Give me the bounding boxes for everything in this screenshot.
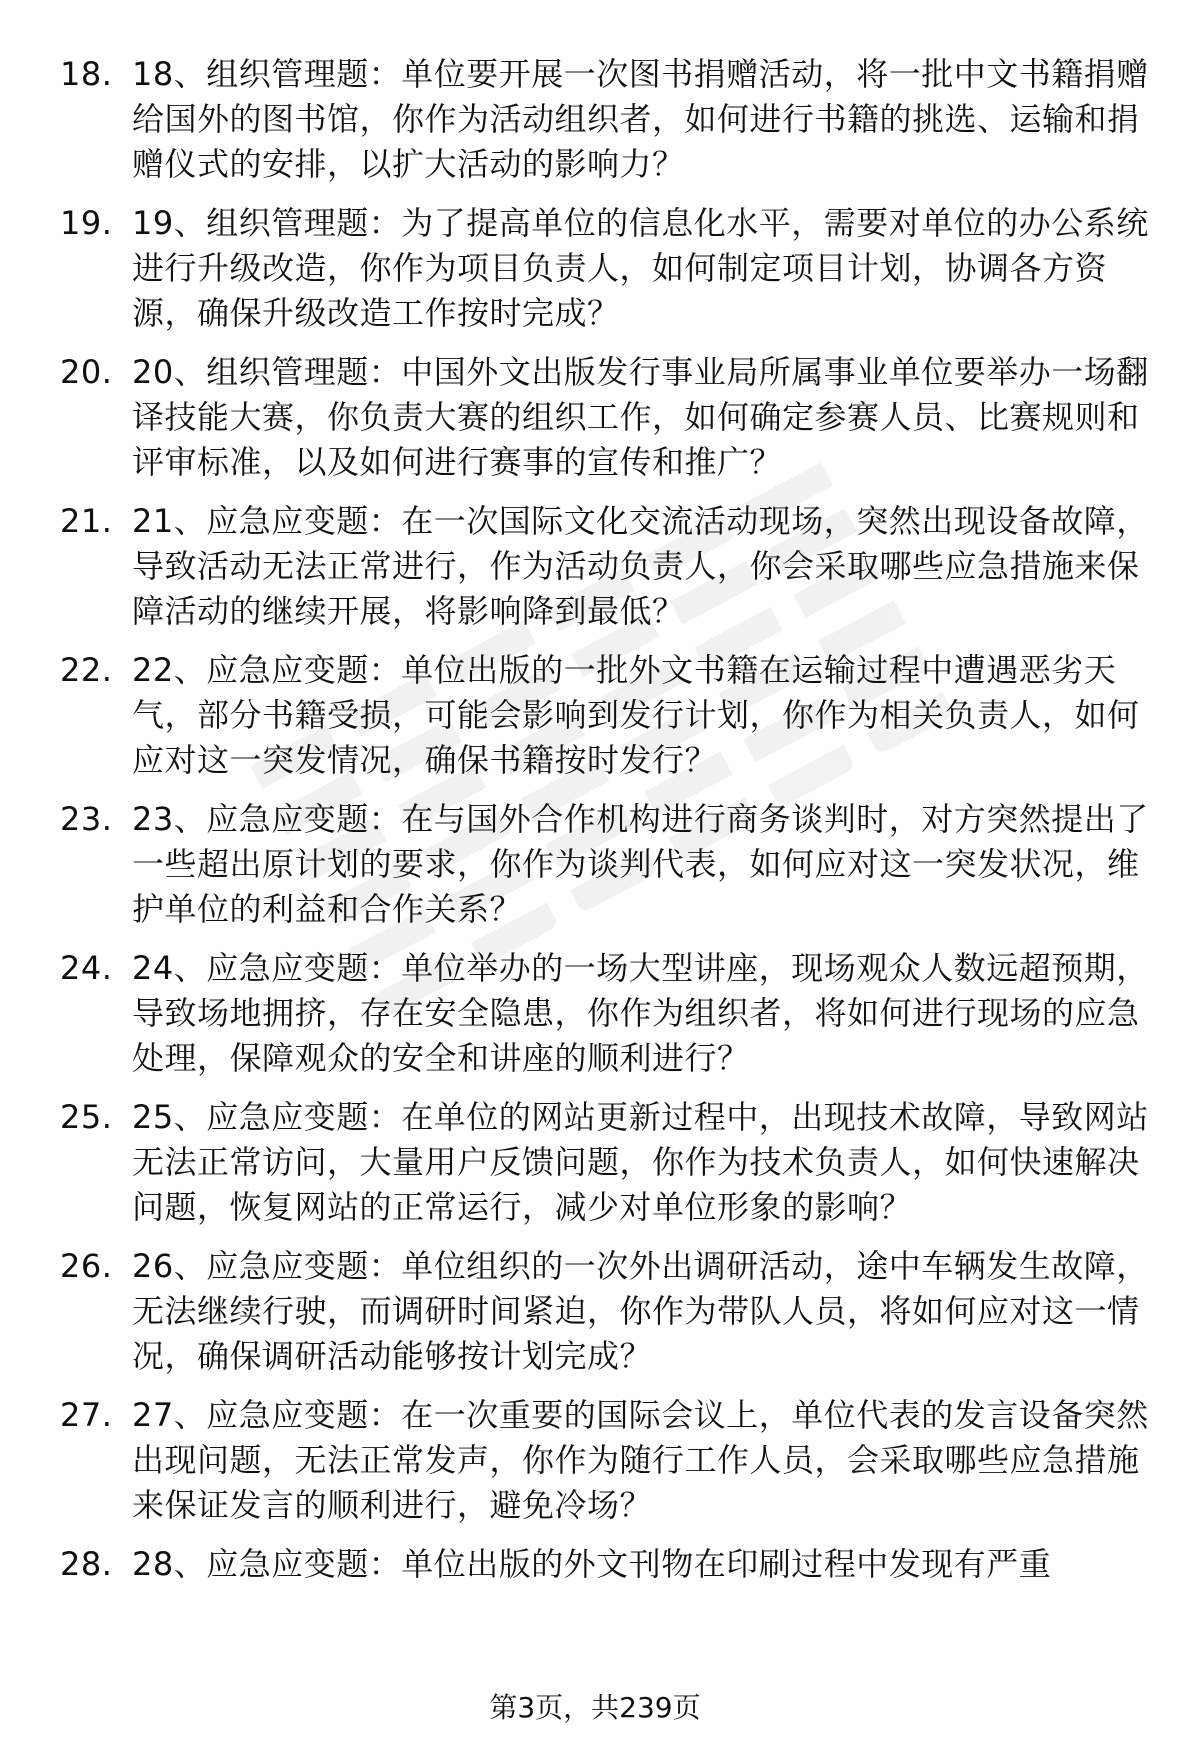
question-item-22 — [60, 648, 1150, 783]
page-footer — [0, 1690, 1190, 1726]
question-text: 21、应急应变题：在一次国际文化交流活动现场，突然出现设备故障，导致活动无法正常进行，作为活动负责人，你会采取哪些应急措施来保障活动的继续开展，将影响降到最低？ — [132, 502, 1149, 630]
question-text: 28、应急应变题：单位出版的外文刊物在印刷过程中发现有严重 — [132, 1545, 1052, 1583]
question-number: 20. — [60, 353, 113, 391]
question-text: 27、应急应变题：在一次重要的国际会议上，单位代表的发言设备突然出现问题，无法正常发声，你作为随行工作人员，会采取哪些应急措施来保证发言的顺利进行，避免冷场？ — [132, 1396, 1149, 1524]
question-item-28 — [60, 1542, 1150, 1587]
question-number: 18. — [60, 55, 113, 93]
question-text: 25、应急应变题：在单位的网站更新过程中，出现技术故障，导致网站无法正常访问，大量用户反馈问题，你作为技术负责人，如何快速解决问题，恢复网站的正常运行，减少对单位形象的影响？ — [132, 1098, 1149, 1226]
question-text: 23、应急应变题：在与国外合作机构进行商务谈判时，对方突然提出了一些超出原计划的要求，你作为谈判代表，如何应对这一突发状况，维护单位的利益和合作关系？ — [132, 800, 1149, 928]
question-item-18 — [60, 52, 1150, 187]
question-text: 22、应急应变题：单位出版的一批外文书籍在运输过程中遭遇恶劣天气，部分书籍受损，可能会影响到发行计划，你作为相关负责人，如何应对这一突发情况，确保书籍按时发行？ — [132, 651, 1140, 779]
question-number: 25. — [60, 1098, 113, 1136]
question-item-26 — [60, 1244, 1150, 1379]
question-item-19 — [60, 201, 1150, 336]
question-number: 19. — [60, 204, 113, 242]
question-item-20 — [60, 350, 1150, 485]
page-number-label: 第3页，共239页 — [489, 1691, 701, 1724]
question-item-27 — [60, 1393, 1150, 1528]
question-text: 24、应急应变题：单位举办的一场大型讲座，现场观众人数远超预期，导致场地拥挤，存在安全隐患，你作为组织者，将如何进行现场的应急处理，保障观众的安全和讲座的顺利进行？ — [132, 949, 1149, 1077]
question-number: 22. — [60, 651, 113, 689]
question-item-24 — [60, 946, 1150, 1081]
question-item-23 — [60, 797, 1150, 932]
question-number: 24. — [60, 949, 113, 987]
question-number: 23. — [60, 800, 113, 838]
question-text: 20、组织管理题：中国外文出版发行事业局所属事业单位要举办一场翻译技能大赛，你负责大赛的组织工作，如何确定参赛人员、比赛规则和评审标准，以及如何进行赛事的宣传和推广？ — [132, 353, 1149, 481]
question-text: 26、应急应变题：单位组织的一次外出调研活动，途中车辆发生故障，无法继续行驶，而调研时间紧迫，你作为带队人员，将如何应对这一情况，确保调研活动能够按计划完成？ — [132, 1247, 1149, 1375]
question-item-25 — [60, 1095, 1150, 1230]
question-number: 21. — [60, 502, 113, 540]
question-list — [60, 52, 1150, 1601]
question-number: 26. — [60, 1247, 113, 1285]
question-item-21 — [60, 499, 1150, 634]
question-number: 27. — [60, 1396, 113, 1434]
question-text: 18、组织管理题：单位要开展一次图书捐赠活动，将一批中文书籍捐赠给国外的图书馆，你作为活动组织者，如何进行书籍的挑选、运输和捐赠仪式的安排，以扩大活动的影响力？ — [132, 55, 1149, 183]
question-text: 19、组织管理题：为了提高单位的信息化水平，需要对单位的办公系统进行升级改造，你作为项目负责人，如何制定项目计划，协调各方资源，确保升级改造工作按时完成？ — [132, 204, 1149, 332]
question-number: 28. — [60, 1545, 113, 1583]
